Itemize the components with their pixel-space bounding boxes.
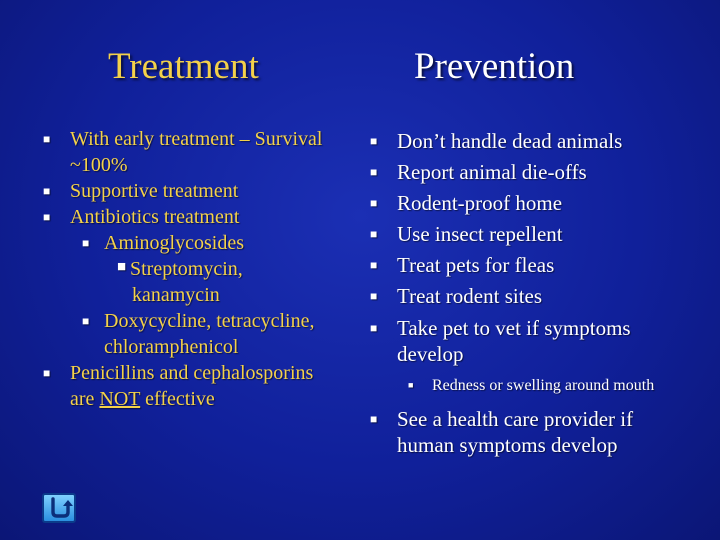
square-bullet-icon: ■ <box>82 236 90 250</box>
prevention-item <box>370 406 670 458</box>
prevention-subitem <box>370 376 670 395</box>
treatment-item-text: Antibiotics treatment <box>70 206 240 228</box>
return-arrow-icon <box>44 495 74 521</box>
treatment-heading: Treatment <box>108 46 259 87</box>
prevention-item <box>370 157 670 188</box>
treatment-subitem-doxycycline <box>43 308 338 360</box>
prevention-item-text: Don’t handle dead animals <box>397 129 623 153</box>
square-bullet-icon: ■ <box>370 165 378 179</box>
treatment-list <box>43 126 338 412</box>
treatment-item-penicillins <box>43 360 338 412</box>
treatment-subitem-text: Aminoglycosides <box>104 232 244 254</box>
prevention-heading: Prevention <box>414 46 575 87</box>
treatment-subitem-text: Doxycycline, tetracycline, chloramphenicol <box>104 310 315 358</box>
prevention-item <box>370 315 670 367</box>
square-bullet-icon: ■ <box>370 196 378 210</box>
treatment-item-early <box>43 126 338 178</box>
treatment-item-antibiotics <box>43 204 338 230</box>
treatment-subitem-aminoglycosides <box>43 230 338 256</box>
treatment-item-text: With early treatment – Survival ~100% <box>70 128 323 176</box>
prevention-item <box>370 188 670 219</box>
prevention-item-text: Use insect repellent <box>397 222 563 246</box>
treatment-subsubitem-text: Streptomycin, kanamycin <box>130 258 243 306</box>
treatment-item-text: Penicillins and cephalosporins are NOT effective <box>70 362 314 410</box>
prevention-item <box>370 126 670 157</box>
square-bullet-icon: ■ <box>370 412 378 426</box>
square-bullet-icon: ■ <box>43 132 51 146</box>
square-bullet-icon: ■ <box>43 184 51 198</box>
prevention-subitem-text: Redness or swelling around mouth <box>432 377 655 394</box>
square-bullet-icon: ■ <box>370 258 378 272</box>
prevention-item-text: Report animal die-offs <box>397 160 587 184</box>
square-bullet-icon: ■ <box>370 289 378 303</box>
prevention-item-text: Treat rodent sites <box>397 284 543 308</box>
square-bullet-icon: ■ <box>370 134 378 148</box>
prevention-item-text: Take pet to vet if symptoms develop <box>397 316 631 366</box>
square-bullet-icon: ■ <box>408 380 414 390</box>
square-bullet-icon: ■ <box>82 314 90 328</box>
square-bullet-icon: ■ <box>43 366 51 380</box>
square-bullet-icon: ■ <box>370 321 378 335</box>
square-bullet-icon: ■ <box>117 259 127 275</box>
prevention-list <box>370 126 670 458</box>
treatment-item-text: Supportive treatment <box>70 180 239 202</box>
prevention-item-text: Treat pets for fleas <box>397 253 555 277</box>
prevention-item-text: Rodent-proof home <box>397 191 563 215</box>
prevention-item-text: See a health care provider if human symptoms develop <box>397 407 634 457</box>
square-bullet-icon: ■ <box>43 210 51 224</box>
treatment-subsubitem-streptomycin <box>43 256 338 308</box>
return-button[interactable] <box>42 493 76 523</box>
prevention-item <box>370 281 670 312</box>
prevention-item <box>370 219 670 250</box>
prevention-item <box>370 250 670 281</box>
treatment-item-supportive <box>43 178 338 204</box>
square-bullet-icon: ■ <box>370 227 378 241</box>
